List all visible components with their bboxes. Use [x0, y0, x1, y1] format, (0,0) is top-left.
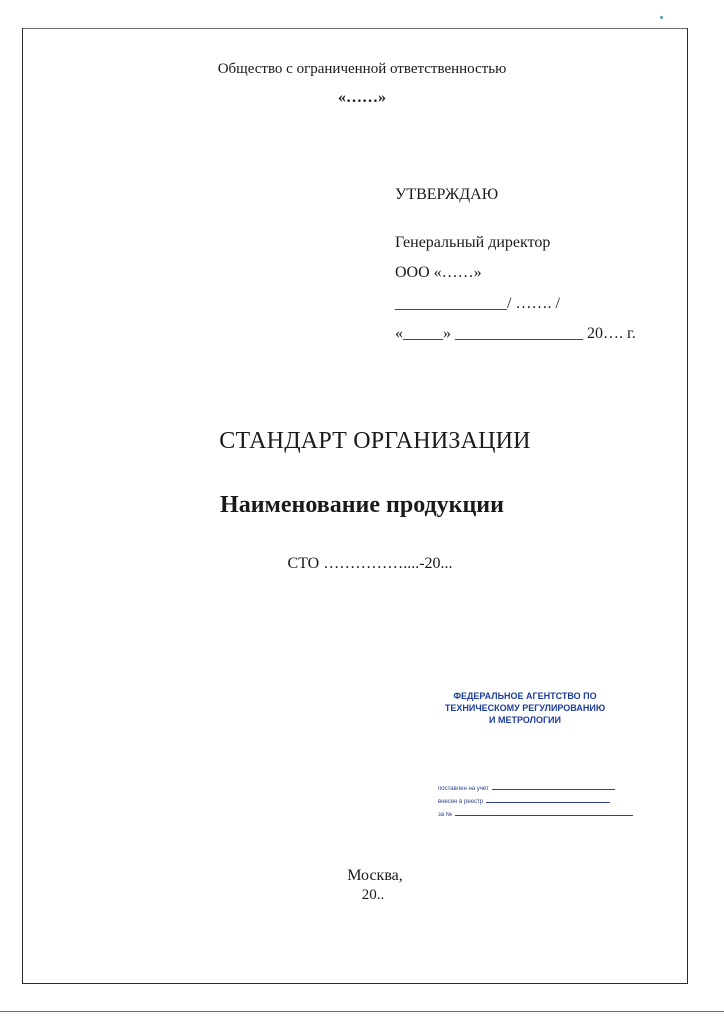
stamp-agency-line-1: ФЕДЕРАЛЬНОЕ АГЕНТСТВО ПО [453, 691, 597, 701]
approval-signature-line: ______________/ ……. / [395, 295, 560, 312]
approval-position: Генеральный директор [395, 234, 551, 251]
city: Москва, [347, 867, 403, 884]
bottom-edge-line [0, 1011, 724, 1012]
year: 20.. [361, 887, 385, 903]
stamp-field-number-rule [455, 815, 633, 816]
stamp-agency-line-2: ТЕХНИЧЕСКОМУ РЕГУЛИРОВАНИЮ [444, 703, 606, 713]
approval-heading: УТВЕРЖДАЮ [395, 186, 499, 203]
stamp-field-registered-rule [492, 789, 615, 790]
scan-speck [660, 16, 663, 19]
organization-name: «……» [338, 89, 386, 106]
stamp-field-number-label: за № [438, 812, 453, 818]
standard-designation: СТО ……………....-20... [287, 555, 453, 572]
stamp-field-registered [438, 786, 615, 792]
approval-company: ООО «……» [395, 264, 482, 281]
stamp-field-registry-rule [486, 802, 610, 803]
stamp-agency-line-3: И МЕТРОЛОГИИ [489, 715, 561, 725]
registration-stamp [420, 690, 640, 830]
stamp-field-registry [438, 799, 610, 805]
document-type-title: СТАНДАРТ ОРГАНИЗАЦИИ [219, 428, 531, 454]
organization-form: Общество с ограниченной ответственностью [217, 61, 507, 77]
product-name-title: Наименование продукции [220, 492, 504, 518]
stamp-field-registered-label: поставлен на учет [438, 786, 489, 792]
stamp-field-registry-label: внесен в реестр [438, 799, 484, 805]
approval-date-line: «_____» ________________ 20…. г. [395, 325, 636, 342]
stamp-field-number [438, 812, 633, 818]
